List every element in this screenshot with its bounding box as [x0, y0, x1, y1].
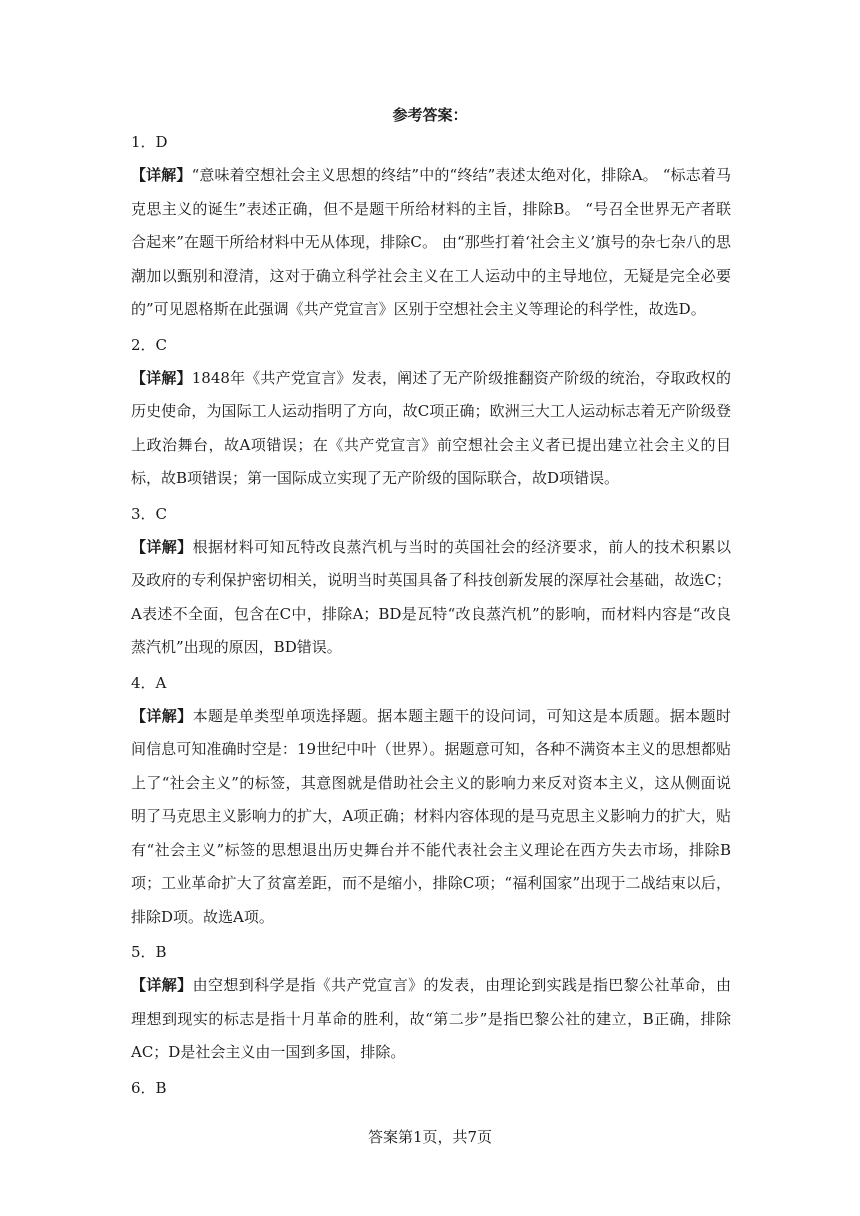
answer-detail: [131, 362, 731, 496]
detail-text: “意味着空想社会主义思想的终结”中的“终结”表述太绝对化，排除A。 “标志着马克思主义的诞生”表述正确，但不是题干所给材料的主旨，排除B。 “号召全世界无产者联合起来”在题干所给材料中无从体现，排除C。 由“那些打着‘社会主义’旗号的杂七杂八的思潮加以甄别和澄清，这对于确立科学社会主义在工人运动中的主导地位，无疑是完全必要的”可见恩格斯在此强调《共产党宣言》区别于空想社会主义等理论的科学性，故选D。: [131, 166, 731, 318]
detail-text: 根据材料可知瓦特改良蒸汽机与当时的英国社会的经济要求，前人的技术积累以及政府的专利保护密切相关，说明当时英国具备了科技创新发展的深厚社会基础，故选C；A表述不全面，包含在C中，排除A；BD是瓦特“改良蒸汽机”的影响，而材料内容是“改良蒸汽机”出现的原因，BD错误。: [131, 537, 731, 656]
detail-text: 1848年《共产党宣言》发表，阐述了无产阶级推翻资产阶级的统治，夺取政权的历史使命，为国际工人运动指明了方向，故C项正确；欧洲三大工人运动标志着无产阶级登上政治舞台，故A项错误；在《共产党宣言》前空想社会主义者已提出建立社会主义的目标，故B项错误；第一国际成立实现了无产阶级的国际联合，故D项错误。: [131, 368, 731, 487]
answer-detail: [131, 969, 731, 1070]
answer-list: [131, 132, 731, 1105]
question-number: 5．B: [131, 943, 167, 961]
detail-tag: 【详解】: [131, 976, 193, 994]
answer-detail: [131, 700, 731, 935]
answer-item: [131, 1078, 731, 1098]
question-number: 1．D: [131, 133, 168, 151]
question-number: 4．A: [131, 673, 167, 692]
answer-detail: [131, 531, 731, 665]
detail-text: 本题是单类型单项选择题。据本题主题干的设问词，可知这是本质题。据本题时间信息可知准确时空是：19世纪中叶（世界）。据题意可知，各种不满资本主义的思想都贴上了“社会主义”的标签，其意图就是借助社会主义的影响力来反对资本主义，这从侧面说明了马克思主义影响力的扩大，A项正确；材料内容体现的是马克思主义影响力的扩大，贴有“社会主义”标签的思想退出历史舞台并不能代表社会主义理论在西方失去市场，排除B项；工业革命扩大了贫富差距，而不是缩小，排除C项；“福利国家”出现于二战结束以后，排除D项。故选A项。: [131, 706, 731, 926]
answer-item: [131, 132, 731, 327]
question-number: 3．C: [131, 504, 168, 523]
question-number: 2．C: [131, 335, 168, 354]
answer-detail: [131, 159, 731, 327]
detail-tag: 【详解】: [131, 166, 192, 184]
answer-item: [131, 335, 731, 496]
page-footer: 答案第1页，共7页: [367, 1128, 493, 1146]
answer-item: [131, 504, 731, 665]
answer-item: [131, 673, 731, 935]
detail-tag: 【详解】: [131, 706, 193, 725]
detail-text: 由空想到科学是指《共产党宣言》的发表，由理论到实践是指巴黎公社革命，由理想到现实的标志是指十月革命的胜利，故“第二步”是指巴黎公社的建立，B正确，排除AC；D是社会主义由一国到多国，排除。: [131, 976, 731, 1061]
detail-tag: 【详解】: [131, 537, 193, 556]
page-title: 参考答案：: [392, 106, 468, 124]
detail-tag: 【详解】: [131, 368, 192, 387]
question-number: 6．B: [131, 1078, 167, 1097]
answer-item: [131, 942, 731, 1070]
